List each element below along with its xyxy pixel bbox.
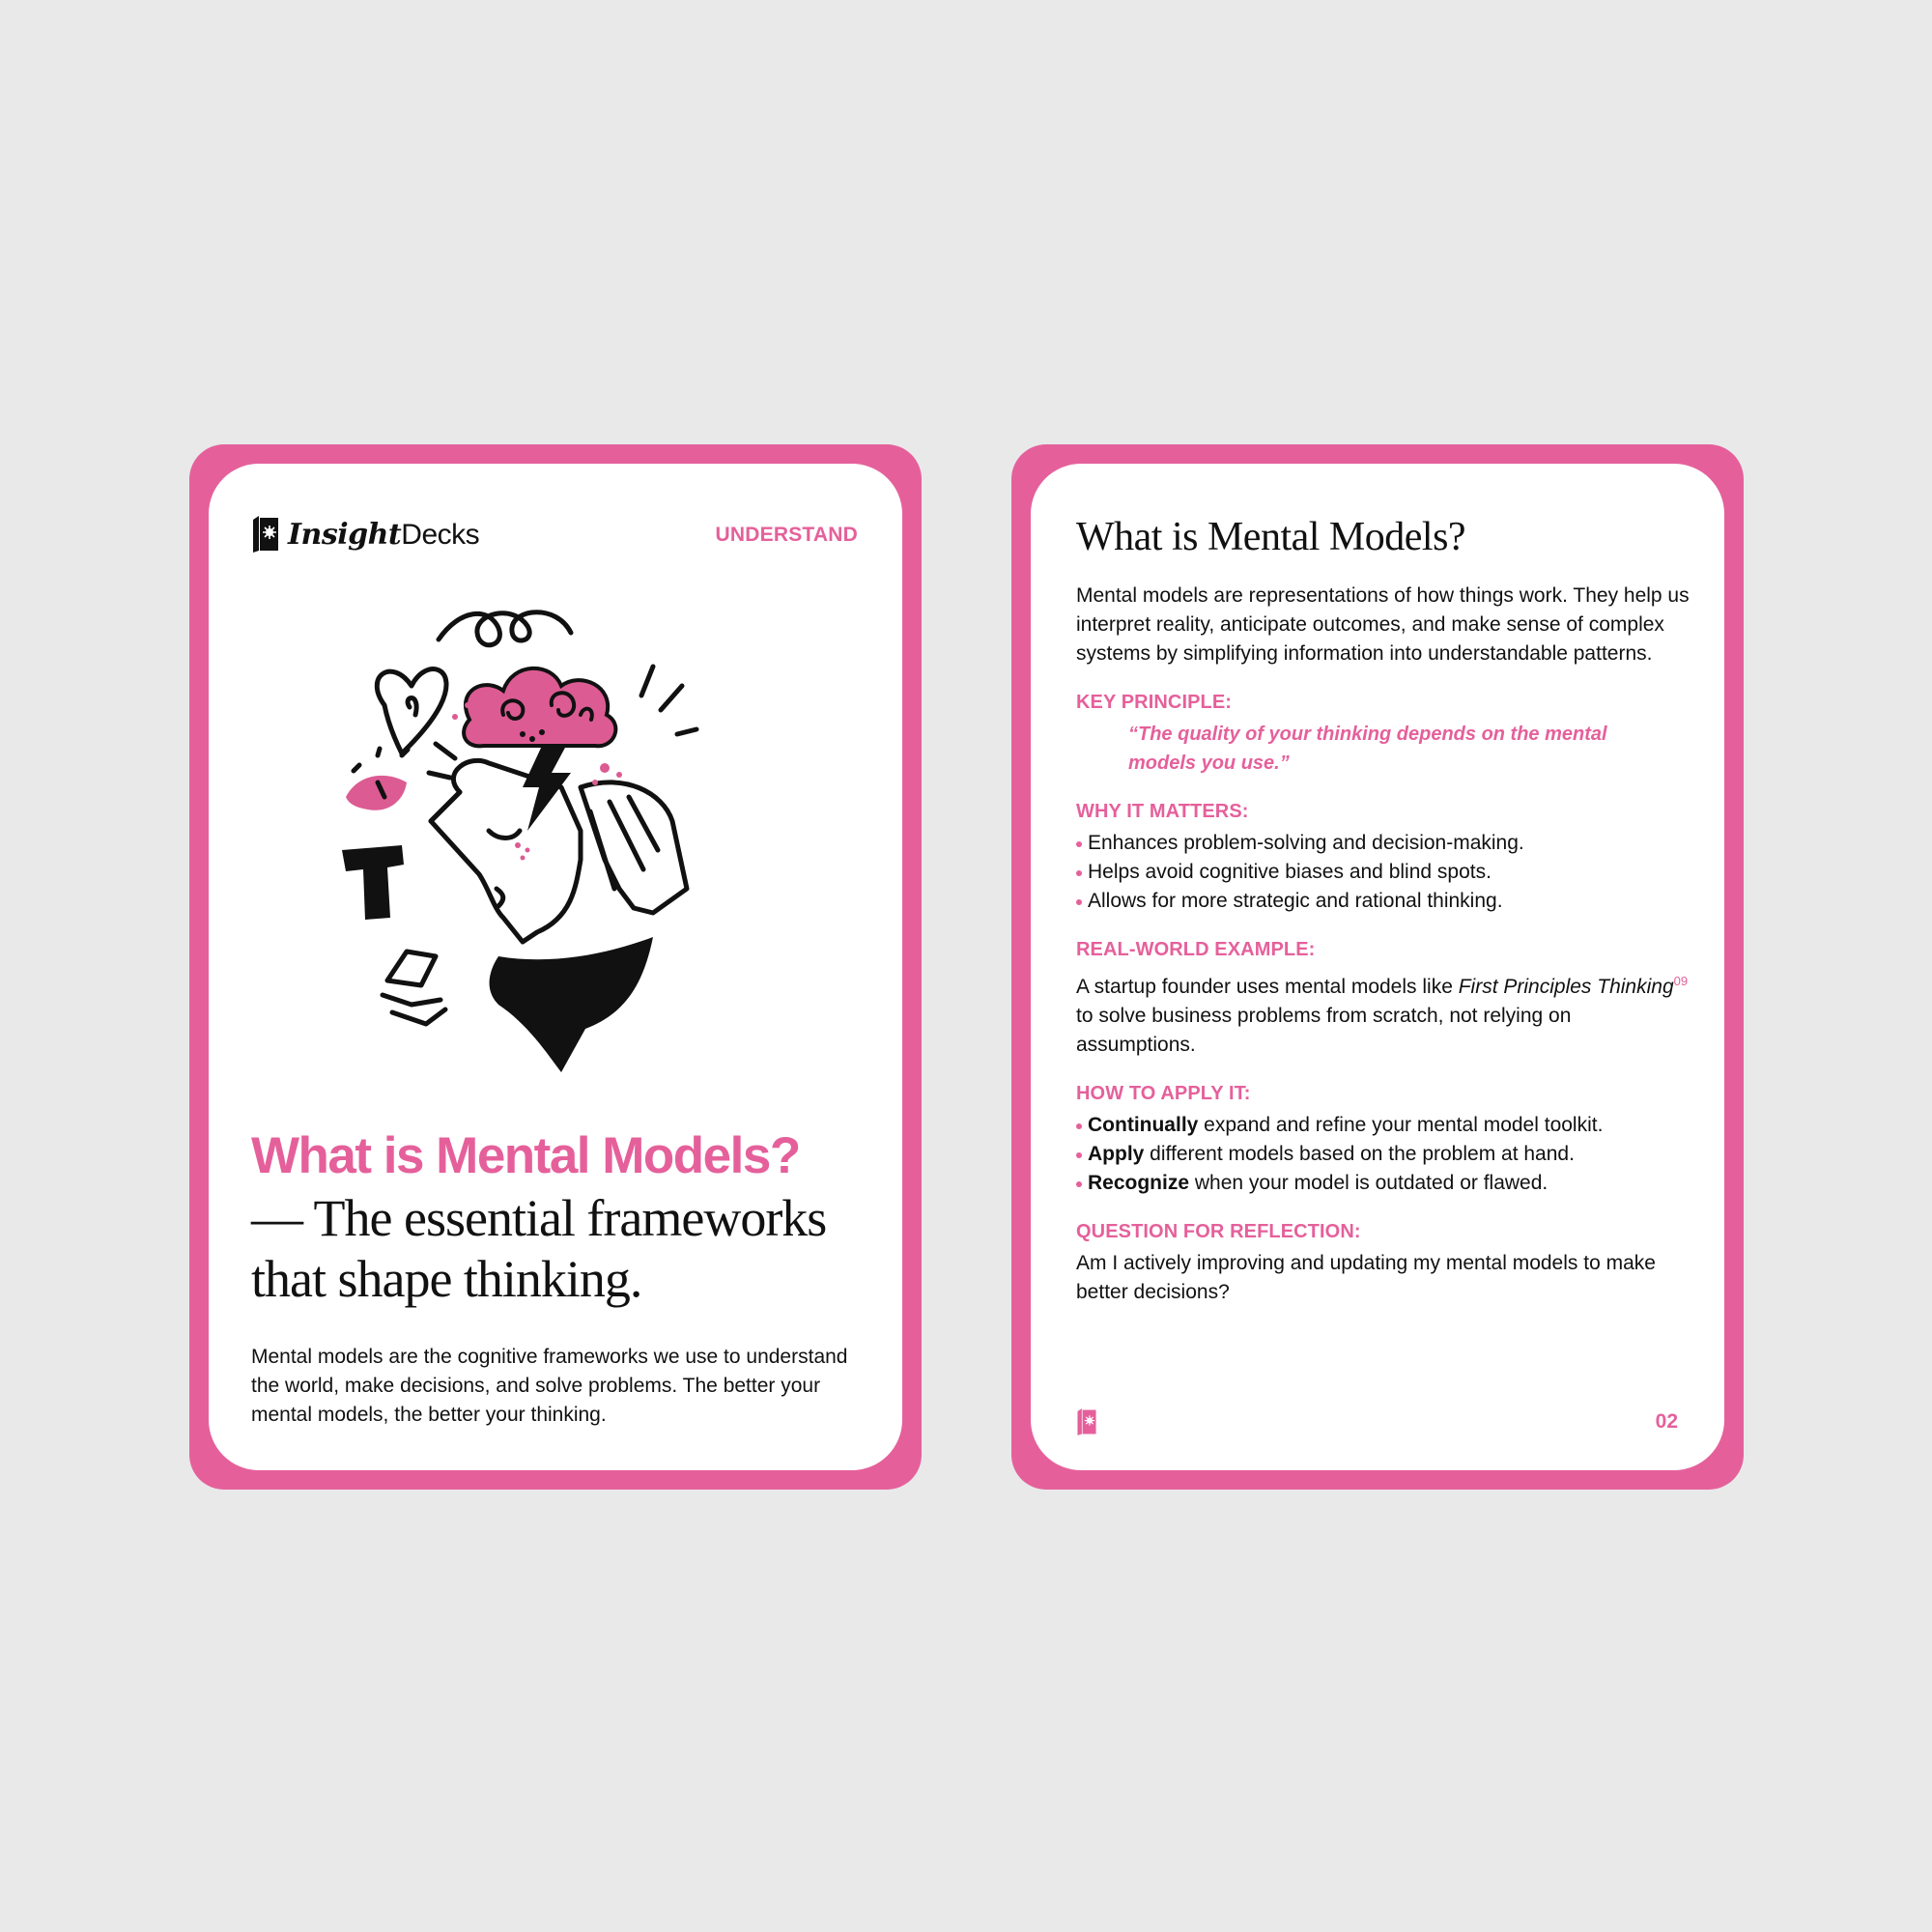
back-content xyxy=(1076,582,1694,1307)
back-card xyxy=(1011,444,1744,1490)
example-text-post: to solve business problems from scratch, not relying on assumptions. xyxy=(1076,1005,1572,1056)
apply-keyword: Recognize xyxy=(1088,1172,1190,1194)
book-logo-icon xyxy=(1076,1406,1097,1437)
why-list xyxy=(1076,829,1694,916)
front-card xyxy=(189,444,922,1490)
back-card-face xyxy=(1031,464,1724,1470)
list-item: Allows for more strategic and rational thinking. xyxy=(1076,887,1694,916)
list-item: Enhances problem-solving and decision-making. xyxy=(1076,829,1694,858)
brand-logo xyxy=(251,514,479,554)
example-paragraph xyxy=(1076,967,1694,1060)
card-title-pink: What is Mental Models? xyxy=(251,1127,800,1184)
brand-name-insight: Insight xyxy=(288,517,402,552)
page-number: 02 xyxy=(1655,1410,1678,1433)
footnote-marker: 09 xyxy=(1673,974,1689,988)
apply-keyword: Continually xyxy=(1088,1114,1199,1136)
apply-text: expand and refine your mental model toolkit. xyxy=(1198,1114,1604,1136)
why-heading: WHY IT MATTERS: xyxy=(1076,801,1249,822)
example-italic-term: First Principles Thinking xyxy=(1458,976,1674,998)
book-logo-icon xyxy=(251,514,280,554)
back-title: What is Mental Models? xyxy=(1076,515,1466,559)
front-card-face xyxy=(209,464,902,1470)
brand-name xyxy=(288,518,479,552)
thinking-head-illustration-icon xyxy=(334,599,779,1072)
subtitle-line-1: — The essential frameworks xyxy=(251,1189,827,1247)
list-item xyxy=(1076,1140,1694,1169)
list-item xyxy=(1076,1169,1694,1198)
question-heading: QUESTION FOR REFLECTION: xyxy=(1076,1221,1361,1242)
key-principle-quote: “The quality of your thinking depends on the mental models you use.” xyxy=(1128,724,1607,774)
list-item: Helps avoid cognitive biases and blind spots. xyxy=(1076,858,1694,887)
subtitle-line-2: that shape thinking. xyxy=(251,1250,642,1308)
example-text-pre: A startup founder uses mental models like xyxy=(1076,976,1459,998)
key-principle-heading: KEY PRINCIPLE: xyxy=(1076,692,1233,713)
apply-text: when your model is outdated or flawed. xyxy=(1189,1172,1548,1194)
example-heading: REAL-WORLD EXAMPLE: xyxy=(1076,939,1316,960)
apply-list xyxy=(1076,1111,1694,1198)
list-item xyxy=(1076,1111,1694,1140)
intro-paragraph: Mental models are representations of how things work. They help us interpret reality, anticipate outcomes, and make sense of complex systems by simplifying information into understandable patterns. xyxy=(1076,584,1690,665)
brand-name-decks: Decks xyxy=(401,518,480,551)
card-subtitle-serif xyxy=(251,1188,879,1310)
apply-text: different models based on the problem at hand. xyxy=(1144,1143,1575,1165)
front-description: Mental models are the cognitive frameworks we use to understand the world, make decisions, and solve problems. The better your mental models, the better your thinking. xyxy=(251,1346,848,1426)
apply-heading: HOW TO APPLY IT: xyxy=(1076,1083,1251,1104)
category-label: UNDERSTAND xyxy=(715,524,858,546)
apply-keyword: Apply xyxy=(1088,1143,1145,1165)
question-paragraph: Am I actively improving and updating my mental models to make better decisions? xyxy=(1076,1252,1656,1303)
